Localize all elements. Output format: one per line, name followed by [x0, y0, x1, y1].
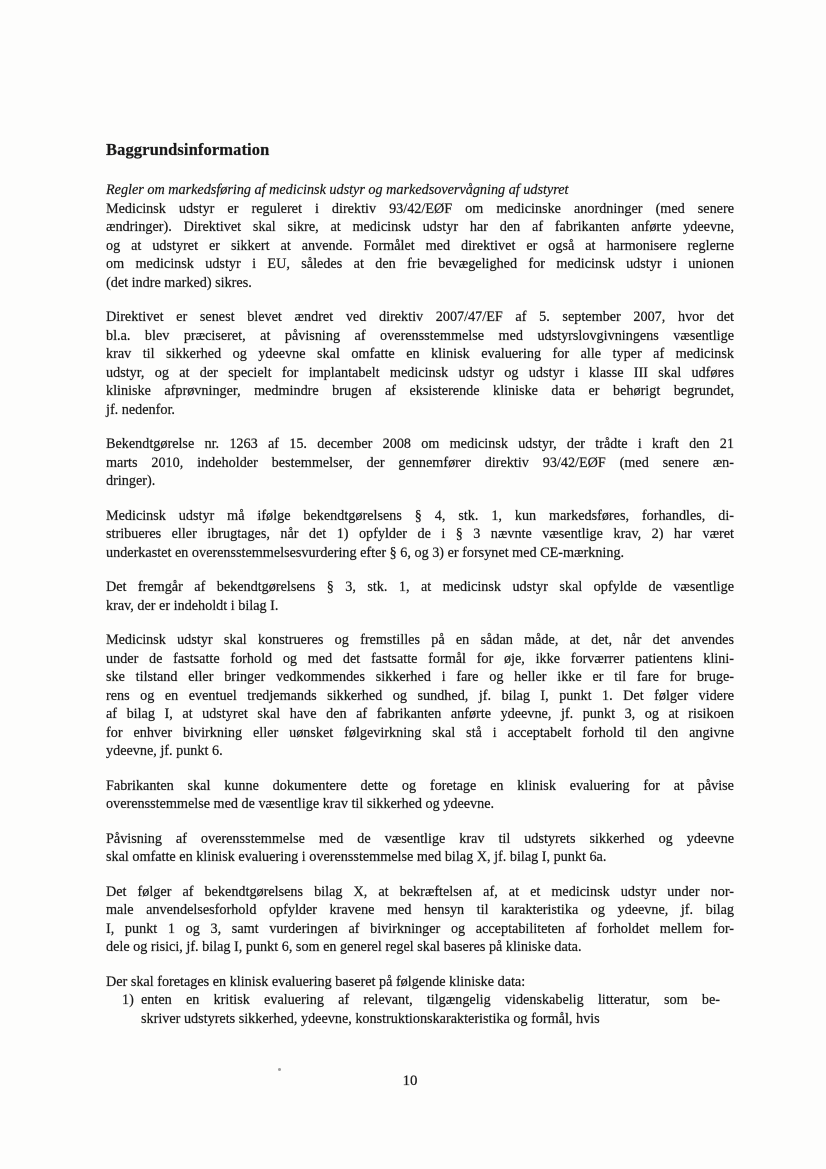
text-line: Direktivet er senest blevet ændret ved direktiv 2007/47/EF af 5. september 2007, hvor det	[106, 309, 734, 325]
text-line: dele og risici, jf. bilag I, punkt 6, som en generel regel skal baseres på kliniske data.	[106, 939, 582, 955]
scan-artifact-dot	[278, 1068, 281, 1071]
text-line: Påvisning af overensstemmelse med de væsentlige krav til udstyrets sikkerhed og ydeevne	[106, 830, 734, 847]
text-line: for enhver bivirkning eller uønsket følgevirkning skal stå i acceptabelt forhold til den angivne	[106, 724, 734, 741]
text-line: skal omfatte en klinisk evaluering i overensstemmelse med bilag X, jf. bilag I, punkt 6a.	[106, 849, 607, 865]
text-line: Medicinsk udstyr er reguleret i direktiv 93/42/EØF om medicinske anordninger (med senere	[106, 200, 734, 217]
text-line: dringer).	[106, 473, 156, 489]
paragraph	[106, 200, 734, 293]
text-line: male anvendelsesforhold opfylder kravene med hensyn til karakteristika og ydeevne, jf. bilag	[106, 902, 734, 918]
text-line: enten en kritisk evaluering af relevant, tilgængelig videnskabelig litteratur, som be-	[141, 992, 720, 1008]
text-line: om medicinsk udstyr i EU, således at den frie bevægelighed for medicinsk udstyr i unionen	[106, 256, 734, 272]
paragraph	[106, 973, 734, 992]
text-line: marts 2010, indeholder bestemmelser, der gennemfører direktiv 93/42/EØF (med senere æn-	[106, 454, 734, 471]
list-item	[106, 991, 734, 1028]
document-body	[106, 140, 734, 1044]
paragraph	[106, 181, 734, 200]
paragraph	[106, 507, 734, 563]
text-line: bl.a. blev præciseret, at påvisning af overensstemmelse med udstyrslovgivningens væsentlige	[106, 327, 734, 344]
paragraph	[106, 631, 734, 761]
text-line: af bilag I, at udstyret skal have den af fabrikanten anførte ydeevne, jf. punkt 3, og at risikoen	[106, 706, 734, 722]
paragraph	[106, 777, 734, 814]
text-line: Det følger af bekendtgørelsens bilag X, at bekræftelsen af, at et medicinsk udstyr under nor-	[106, 883, 734, 900]
text-line: underkastet en overensstemmelsesvurdering efter § 6, og 3) er forsynet med CE-mærkning.	[106, 544, 625, 561]
text-line: Bekendtgørelse nr. 1263 af 15. december 2008 om medicinsk udstyr, der trådte i kraft den 21	[106, 436, 734, 452]
text-line: udstyr, og at der specielt for implantabelt medicinsk udstyr og udstyr i klasse III skal udføres	[106, 364, 734, 381]
paragraph	[106, 883, 734, 957]
text-line: ydeevne, jf. punkt 6.	[106, 743, 223, 759]
text-line: ændringer). Direktivet skal sikre, at medicinsk udstyr har den af fabrikanten anførte ydeevne,	[106, 219, 734, 235]
paragraph	[106, 578, 734, 615]
text-line: I, punkt 1 og 3, samt vurderingen af bivirkninger og acceptabiliteten af forholdet mellem for-	[106, 920, 734, 937]
text-line: Det fremgår af bekendtgørelsens § 3, stk. 1, at medicinsk udstyr skal opfylde de væsentlige	[106, 579, 734, 595]
list-marker: 1)	[122, 992, 134, 1008]
page-title: Baggrundsinformation	[106, 140, 270, 159]
text-line: Der skal foretages en klinisk evaluering baseret på følgende kliniske data:	[106, 973, 526, 990]
text-line: og at udstyret er sikkert at anvende. Formålet med direktivet er også at harmonisere reglerne	[106, 237, 734, 254]
text-line: krav, der er indeholdt i bilag I.	[106, 597, 279, 614]
paragraph	[106, 435, 734, 491]
text-line: Medicinsk udstyr må ifølge bekendtgørelsens § 4, stk. 1, kun markedsføres, forhandles, di-	[106, 507, 734, 524]
text-line: overensstemmelse med de væsentlige krav til sikkerhed og ydeevne.	[106, 796, 495, 812]
text-line: stribueres eller ibrugtages, når det 1) opfylder de i § 3 nævnte væsentlige krav, 2) har været	[106, 526, 734, 542]
text-line: Medicinsk udstyr skal konstrueres og fremstilles på en sådan måde, at det, når det anvendes	[106, 632, 734, 648]
text-line: under de fastsatte forhold og med det fastsatte formål for øje, ikke forværrer patientens klini-	[106, 650, 734, 667]
text-line: krav til sikkerhed og ydeevne skal omfatte en klinisk evaluering for alle typer af medicinsk	[106, 346, 734, 362]
paragraph	[106, 308, 734, 419]
text-line: skriver udstyrets sikkerhed, ydeevne, konstruktionskarakteristika og formål, hvis	[141, 1010, 600, 1027]
text-line: (det indre marked) sikres.	[106, 274, 252, 291]
text-line: Fabrikanten skal kunne dokumentere dette og foretage en klinisk evaluering for at påvise	[106, 777, 734, 794]
text-line: kliniske afprøvninger, medmindre brugen af eksisterende kliniske data er behørigt begrundet,	[106, 383, 734, 399]
text-line: ske tilstand eller bringer vedkommendes sikkerhed i fare og heller ikke er til fare for bruge-	[106, 669, 734, 685]
page-number: 10	[402, 1073, 418, 1089]
text-line: jf. nedenfor.	[106, 401, 175, 418]
text-line: Regler om markedsføring af medicinsk udstyr og markedsovervågning af udstyret	[106, 182, 569, 198]
text-line: rens og en eventuel tredjemands sikkerhed og sundhed, jf. bilag I, punkt 1. Det følger videre	[106, 687, 734, 704]
paragraph	[106, 830, 734, 867]
paragraphs	[106, 181, 734, 1028]
